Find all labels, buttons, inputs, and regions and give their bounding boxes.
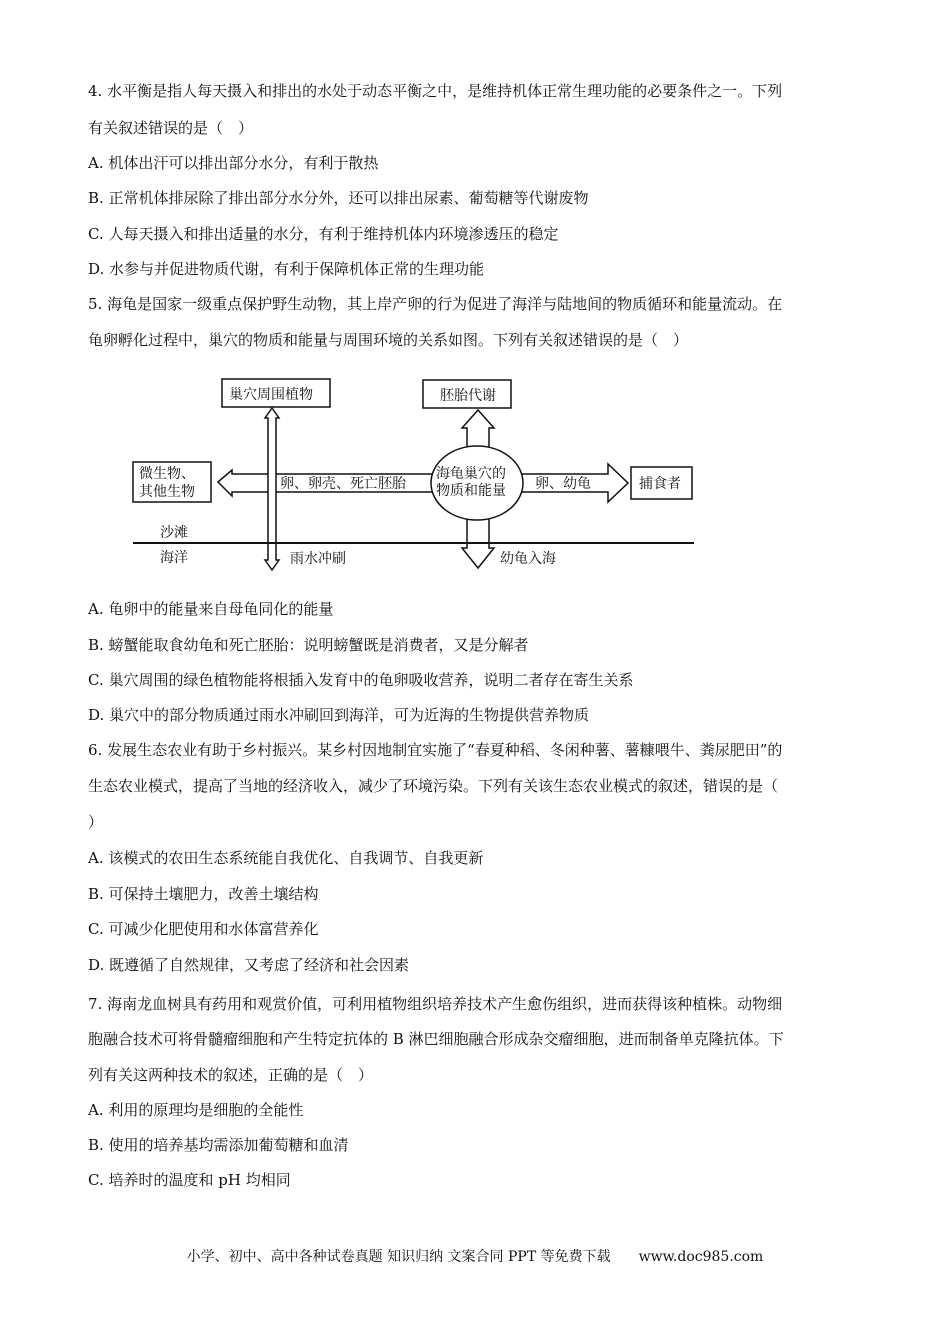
q4-option-a: A. 机体出汗可以排出部分水分，有利于散热: [88, 154, 379, 172]
q5-option-d: D. 巢穴中的部分物质通过雨水冲刷回到海洋，可为近海的生物提供营养物质: [88, 706, 590, 724]
nest-energy-diagram: [0, 0, 950, 600]
q6-stem-line2: 生态农业模式，提高了当地的经济收入，减少了环境污染。下列有关该生态农业模式的叙述，错误的是（: [88, 777, 779, 795]
q5-stem-line2: 龟卵孵化过程中，巢穴的物质和能量与周围环境的关系如图。下列有关叙述错误的是（ ）: [88, 331, 689, 349]
microbes-label-2: 其他生物: [139, 484, 195, 500]
microbes-label-1: 微生物、: [139, 466, 195, 482]
page-footer: 小学、初中、高中各种试卷真题 知识归纳 文案合同 PPT 等免费下载 www.doc985.com: [186, 1249, 764, 1265]
q7-stem-line2: 胞融合技术可将骨髓瘤细胞和产生特定抗体的 B 淋巴细胞融合形成杂交瘤细胞，进而制备单克隆抗体。下: [88, 1030, 784, 1048]
left-flow-label: 卵、卵壳、死亡胚胎: [280, 476, 406, 492]
q5-option-b: B. 螃蟹能取食幼龟和死亡胚胎：说明螃蟹既是消费者，又是分解者: [88, 636, 529, 654]
q5-option-a: A. 龟卵中的能量来自母龟同化的能量: [88, 600, 334, 618]
predators-label: 捕食者: [639, 476, 681, 492]
q7-option-b: B. 使用的培养基均需添加葡萄糖和血清: [88, 1136, 349, 1154]
right-flow-label: 卵、幼龟: [535, 476, 591, 492]
embryo-label: 胚胎代谢: [440, 388, 496, 404]
hatchlings-label: 幼龟入海: [500, 551, 556, 567]
q5-stem-line1: 5. 海龟是国家一级重点保护野生动物，其上岸产卵的行为促进了海洋与陆地间的物质循环和能量流动。在: [88, 295, 783, 313]
q4-option-d: D. 水参与并促进物质代谢，有利于保障机体正常的生理功能: [88, 260, 485, 278]
q6-stem-line1: 6. 发展生态农业有助于乡村振兴。某乡村因地制宜实施了“春夏种稻、冬闲种薯、薯糠喂牛、粪尿肥田”的: [88, 741, 783, 759]
plants-label: 巢穴周围植物: [229, 387, 313, 403]
q5-option-c: C. 巢穴周围的绿色植物能将根插入发育中的龟卵吸收营养，说明二者存在寄生关系: [88, 671, 634, 689]
q6-option-a: A. 该模式的农田生态系统能自我优化、自我调节、自我更新: [88, 849, 484, 867]
q4-option-c: C. 人每天摄入和排出适量的水分，有利于维持机体内环境渗透压的稳定: [88, 225, 559, 243]
q7-option-c: C. 培养时的温度和 pH 均相同: [88, 1171, 291, 1189]
q4-stem-line1: 4. 水平衡是指人每天摄入和排出的水处于动态平衡之中，是维持机体正常生理功能的必要条件之一。下列: [88, 82, 783, 100]
center-label-2: 物质和能量: [436, 483, 506, 499]
q6-option-c: C. 可减少化肥使用和水体富营养化: [88, 920, 319, 938]
q7-stem-line3: 列有关这两种技术的叙述，正确的是（ ）: [88, 1066, 374, 1084]
q4-stem-line2: 有关叙述错误的是（ ）: [88, 119, 254, 137]
q7-option-a: A. 利用的原理均是细胞的全能性: [88, 1101, 304, 1119]
q6-option-b: B. 可保持土壤肥力，改善土壤结构: [88, 885, 319, 903]
beach-label: 沙滩: [160, 525, 188, 541]
q6-stem-line3: ）: [88, 813, 104, 831]
center-label-1: 海龟巢穴的: [436, 466, 506, 482]
ocean-label: 海洋: [160, 550, 188, 566]
q4-option-b: B. 正常机体排尿除了排出部分水分外，还可以排出尿素、葡萄糖等代谢废物: [88, 189, 589, 207]
rain-label: 雨水冲刷: [290, 551, 346, 567]
q6-option-d: D. 既遵循了自然规律，又考虑了经济和社会因素: [88, 956, 410, 974]
q7-stem-line1: 7. 海南龙血树具有药用和观赏价值，可利用植物组织培养技术产生愈伤组织，进而获得该种植株。动物细: [88, 995, 783, 1013]
